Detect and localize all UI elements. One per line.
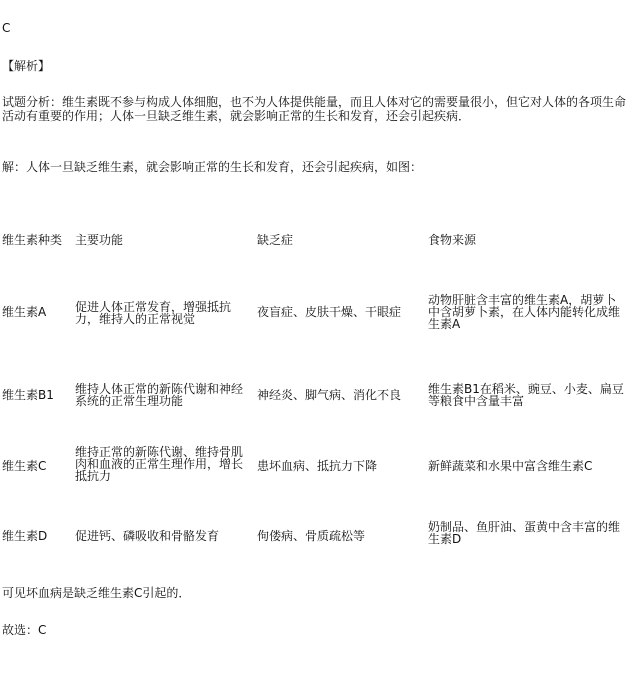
analysis-heading: 【解析】: [2, 59, 51, 73]
answer-letter: C: [2, 21, 11, 35]
header-food-source: 食物来源: [428, 233, 477, 247]
row-vitamin-a-deficiency: 夜盲症、皮肤干燥、干眼症: [257, 305, 402, 319]
final-answer: 故选：C: [2, 623, 47, 637]
header-main-function: 主要功能: [75, 233, 124, 247]
row-vitamin-d-food: 奶制品、鱼肝油、蛋黄中含丰富的维生素D: [428, 520, 621, 546]
row-vitamin-c-function: 维持正常的新陈代谢、维持骨肌肉和血液的正常生理作用，增长抵抗力: [75, 445, 244, 483]
analysis-paragraph: 试题分析：维生素既不参与构成人体细胞，也不为人体提供能量，而且人体对它的需要量很小，但它对人体的各项生命活动有重要的作用；人体一旦缺乏维生素，就会影响正常的生长和发育，还会引起疾病．: [2, 95, 627, 123]
row-vitamin-a-type: 维生素A: [2, 305, 47, 319]
row-vitamin-c-deficiency: 患坏血病、抵抗力下降: [257, 459, 378, 473]
row-vitamin-b1-deficiency: 神经炎、脚气病、消化不良: [257, 388, 402, 402]
conclusion-text: 可见坏血病是缺乏维生素C引起的．: [2, 586, 191, 600]
row-vitamin-d-function: 促进钙、磷吸收和骨骼发育: [75, 529, 220, 543]
row-vitamin-b1-food: 维生素B1在稻米、豌豆、小麦、扁豆等粮食中含量丰富: [428, 382, 624, 408]
row-vitamin-c-type: 维生素C: [2, 459, 47, 473]
row-vitamin-d-deficiency: 佝偻病、骨质疏松等: [257, 529, 366, 543]
row-vitamin-a-function: 促进人体正常发育，增强抵抗力，维持人的正常视觉: [75, 300, 232, 326]
header-deficiency: 缺乏症: [257, 233, 294, 247]
row-vitamin-c-food: 新鲜蔬菜和水果中富含维生素C: [428, 459, 593, 473]
row-vitamin-a-food: 动物肝脏含丰富的维生素A，胡萝卜中含胡萝卜素，在人体内能转化成维生素A: [428, 293, 621, 331]
solution-intro: 解：人体一旦缺乏维生素，就会影响正常的生长和发育，还会引起疾病，如图：: [2, 160, 423, 174]
header-vitamin-type: 维生素种类: [2, 233, 63, 247]
row-vitamin-b1-function: 维持人体正常的新陈代谢和神经系统的正常生理功能: [75, 382, 244, 408]
row-vitamin-b1-type: 维生素B1: [2, 388, 54, 402]
row-vitamin-d-type: 维生素D: [2, 529, 48, 543]
